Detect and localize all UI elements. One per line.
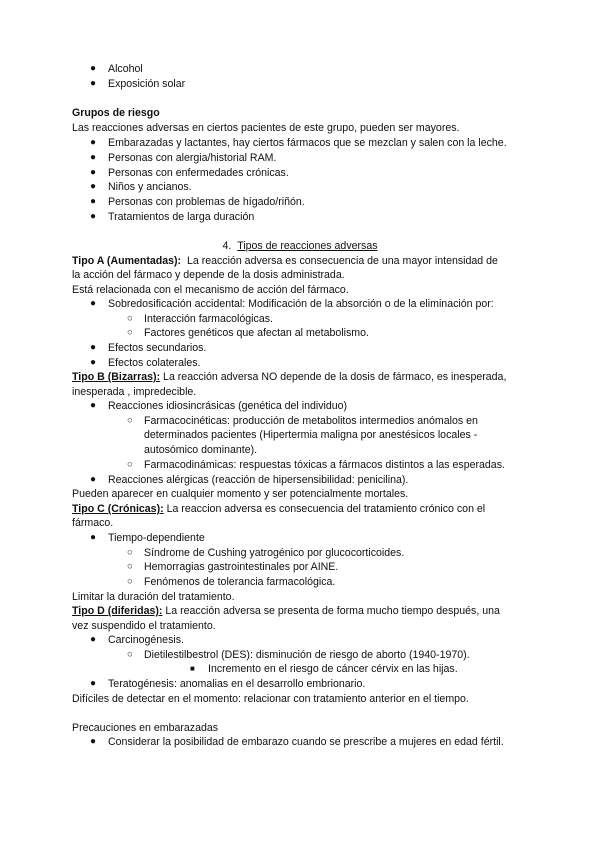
paragraph-line: inesperada , impredecible. [72,386,197,398]
list-item-continuation: determinados pacientes (Hipertermia maligna por anestésicos locales - [144,429,478,441]
list-item: Efectos colaterales. [108,357,201,369]
list-item: Reacciones idiosincrásicas (genética del individuo) [108,400,348,412]
bullet-icon: ○ [127,459,133,470]
labeled-paragraph [72,370,506,384]
type-label: Tipo D (diferidas): [72,605,163,617]
type-description: La reacción adversa NO depende de la dosis de fármaco, es inesperada, [160,371,507,383]
list-item: Tiempo-dependiente [108,532,205,544]
bullet-icon: ○ [127,649,133,660]
type-label: Tipo C (Crónicas): [72,503,164,515]
list-item: Fenómenos de tolerancia farmacológica. [144,576,336,588]
type-description: La reaccion adversa es consecuencia del tratamiento crónico con el [163,503,486,515]
bullet-icon: ● [90,342,97,353]
section-number: 4. [222,240,232,252]
bullet-icon: ● [90,736,97,747]
list-item: Hemorragias gastrointestinales por AINE. [144,561,339,573]
bullet-icon: ■ [190,664,195,673]
list-item: Farmacodinámicas: respuestas tóxicas a fármacos distintos a las esperadas. [144,459,505,471]
paragraph-line: vez suspendido el tratamiento. [72,620,216,632]
bullet-icon: ● [90,474,97,485]
list-item: Embarazadas y lactantes, hay ciertos fármacos que se mezclan y salen con la leche. [108,137,507,149]
paragraph-line: Precauciones en embarazadas [72,722,219,734]
paragraph-line: Está relacionada con el mecanismo de acción del fármaco. [72,284,349,296]
bullet-icon: ○ [127,313,133,324]
labeled-paragraph [72,502,485,516]
list-item: Factores genéticos que afectan al metabolismo. [144,327,369,339]
labeled-paragraph [72,254,498,268]
type-label: Tipo A (Aumentadas): [72,255,182,267]
list-item: Tratamientos de larga duración [108,211,255,223]
list-item: Personas con alergia/historial RAM. [108,152,277,164]
list-item: Efectos secundarios. [108,342,207,354]
bullet-icon: ○ [127,547,133,558]
paragraph-line: la acción del fármaco y depende de la dosis administrada. [72,269,345,281]
bullet-icon: ● [90,167,97,178]
paragraph-line: Las reacciones adversas en ciertos pacientes de este grupo, pueden ser mayores. [72,122,460,134]
bullet-icon: ● [90,152,97,163]
bullet-icon: ● [90,678,97,689]
list-item: Dietilestilbestrol (DES): disminución de riesgo de aborto (1940-1970). [144,649,470,661]
list-item: Carcinogénesis. [108,634,184,646]
list-item: Reacciones alérgicas (reacción de hipersensibilidad: penicilina). [108,474,409,486]
bullet-icon: ● [90,532,97,543]
list-item: Teratogénesis: anomalias en el desarrollo embrionario. [108,678,366,690]
labeled-paragraph [72,604,500,618]
list-item: Personas con problemas de hígado/riñón. [108,196,305,208]
type-label: Tipo B (Bizarras): [72,371,161,383]
bullet-icon: ● [90,181,97,192]
bullet-icon: ● [90,634,97,645]
bullet-icon: ○ [127,415,133,426]
list-item: Interacción farmacológicas. [144,313,273,325]
bullet-icon: ○ [127,327,133,338]
list-item: Incremento en el riesgo de cáncer cérvix en las hijas. [208,663,458,675]
type-description: La reacción adversa se presenta de forma mucho tiempo después, una [162,605,500,617]
list-item: Síndrome de Cushing yatrogénico por glucocorticoides. [144,547,405,559]
bullet-icon: ● [90,137,97,148]
bullet-icon: ● [90,196,97,207]
bullet-icon: ● [90,211,97,222]
list-item: Exposición solar [108,78,186,90]
paragraph-line: Pueden aparecer en cualquier momento y ser potencialmente mortales. [72,488,409,500]
list-item: Personas con enfermedades crónicas. [108,167,289,179]
section-title [0,239,600,253]
type-description: La reacción adversa es consecuencia de una mayor intensidad de [181,255,498,267]
bullet-icon: ● [90,400,97,411]
list-item-continuation: autosómico dominante). [144,444,258,456]
list-item: Farmacocinéticas: producción de metabolitos intermedios anómalos en [144,415,478,427]
bullet-icon: ○ [127,576,133,587]
paragraph-line: fármaco. [72,517,114,529]
list-item: Niños y ancianos. [108,181,192,193]
bullet-icon: ● [90,78,97,89]
list-item: Considerar la posibilidad de embarazo cuando se prescribe a mujeres en edad fértil. [108,736,504,748]
section-title-text: Tipos de reacciones adversas [237,240,378,252]
bullet-icon: ● [90,63,97,74]
bullet-icon: ● [90,357,97,368]
bullet-icon: ○ [127,561,133,572]
list-item: Sobredosificación accidental: Modificación de la absorción o de la eliminación por: [108,298,494,310]
section-heading: Grupos de riesgo [72,107,160,119]
list-item: Alcohol [108,63,143,75]
bullet-icon: ● [90,298,97,309]
paragraph-line: Difíciles de detectar en el momento: relacionar con tratamiento anterior en el tiempo. [72,693,469,705]
paragraph-line: Limitar la duración del tratamiento. [72,591,235,603]
